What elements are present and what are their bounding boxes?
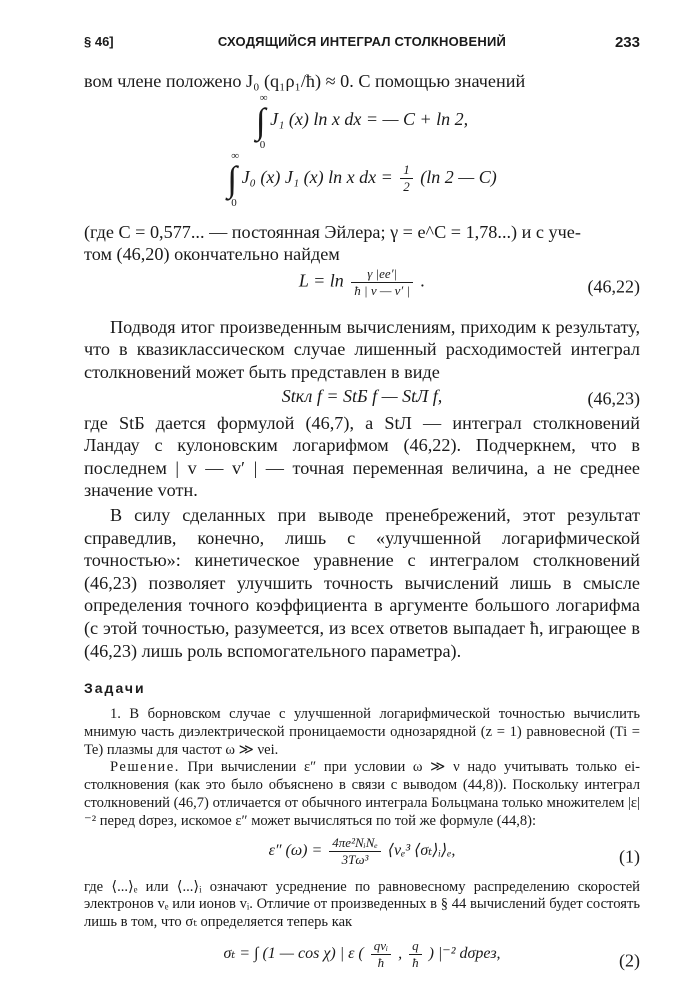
paragraph-euler: (где C = 0,577... — постоянная Эйлера; γ = e^C = 1,78...) и с уче- xyxy=(84,221,581,242)
equation-integral-b: ∫ ∞ 0 J₀ (x) J₁ (x) ln x dx = $\frac{1}{2}$ (ln 2 — C) xyxy=(227,149,497,209)
integral-sign: ∫ ∞ 0 xyxy=(255,91,268,151)
fraction-q: $\frac{q}{ħ}$ xyxy=(409,938,422,971)
problems-heading: Задачи xyxy=(84,680,146,697)
equation-number: (46,23) xyxy=(587,388,640,409)
solution-paragraph xyxy=(84,759,640,830)
page-number: 233 xyxy=(614,34,640,51)
fraction-eq1: $\frac{\text{4πe²NᵢNₑ}}{\text{3Tω³}}$ xyxy=(329,835,381,868)
equation-46-23: Stкл f = StБ f — StЛ f, (46,23) xyxy=(281,385,640,409)
solution-label: Решение. xyxy=(110,759,180,776)
equation-number: (46,22) xyxy=(587,276,640,297)
running-header xyxy=(84,34,640,56)
equation-46-22: L = ln $\frac{\gamma |ee'|}{ħ | v — v' |}$ . (46,22) xyxy=(298,265,640,298)
paragraph-accuracy: В силу сделанных при выводе пренебрежений, этот результат справедлив, конечно, лишь с «улучшенной логарифмической точностью»: кинетическое уравнение с интегралом столкновений (46,23) позволяет улучшить точность вычислений лишь в смысле определения точного коэффициента в аргументе большого логарифма (с этой точностью, разумеется, из всех ответов выпадает ħ, играющее в (46,23) лишь роль вспомогательного параметра). xyxy=(84,504,640,661)
fraction-log-argument: $\frac{\gamma |ee'|}{ħ | v — v' |}$ xyxy=(351,266,413,299)
paragraph-averaging: где ⟨...⟩ₑ или ⟨...⟩ᵢ означают усреднение по равновесному распределению скоростей электронов vₑ или ионов vᵢ. Отличие от произведенных в § 44 вычислений будет состоять лишь в том, что σₜ определяется теперь как xyxy=(84,878,640,931)
section-label: § 46] xyxy=(84,34,114,49)
page-body xyxy=(84,70,640,984)
paragraph-summary: Подводя итог произведенным вычислениям, приходим к результату, что в квазиклассическом случае лишенный расходимостей интеграл столкновений может быть представлен в виде xyxy=(84,316,640,382)
text-line-1: вом члене положено J₀ (q₁ρ₁/ħ) ≈ 0. С помощью значений xyxy=(84,71,526,91)
equation-number: (2) xyxy=(619,950,640,971)
equation-number: (1) xyxy=(619,846,640,867)
equation-1: ε″ (ω) = $\frac{\text{4πe²NᵢNₑ}}{\text{3Tω³}}$ ⟨vₑ³ ⟨σₜ⟩ᵢ⟩ₑ, (1) xyxy=(268,834,640,867)
paragraph-euler-cont: том (46,20) окончательно найдем xyxy=(84,244,340,265)
fraction-qv: $\frac{\text{qvᵢ}}{ħ}$ xyxy=(371,938,391,971)
equation-2: σₜ = ∫ (1 — cos χ) | ε ( $\frac{\text{qvᵢ}}{ħ}$ , $\frac{q}{ħ}$ ) |⁻² dσрез, (2) xyxy=(223,938,640,971)
running-title: СХОДЯЩИЙСЯ ИНТЕГРАЛ СТОЛКНОВЕНИЙ xyxy=(217,34,507,49)
paragraph-landau: где StБ дается формулой (46,7), а StЛ — интеграл столкновений Ландау с кулоновским логарифмом (46,22). Подчеркнем, что в последнем | v — v′ | — точная переменная величина, а не среднее значение vотн. xyxy=(84,412,640,501)
fraction-half: $\frac{1}{2}$ xyxy=(400,162,413,195)
problem-1: 1. В борновском случае с улучшенной логарифмической точностью вычислить мнимую часть диэлектрической проницаемости однозарядной (z = 1) равновесной (Ti = Te) плазмы для частот ω ≫ νei. xyxy=(84,706,640,758)
integral-sign: ∫ ∞ 0 xyxy=(227,149,240,209)
solution-text: При вычислении ε″ при условии ω ≫ ν надо учитывать только ei-столкновения (как это было объяснено в связи с выводом (44,8)). Поскольку интеграл столкновений (46,7) отличается от обычного интеграла Больцмана только множителем |ε|⁻² перед dσрез, искомое ε″ может вычисляться по той же формуле (44,8): xyxy=(84,759,640,829)
equation-integral-a: ∫ ∞ 0 J₁ (x) ln x dx = — C + ln 2, xyxy=(255,91,469,151)
